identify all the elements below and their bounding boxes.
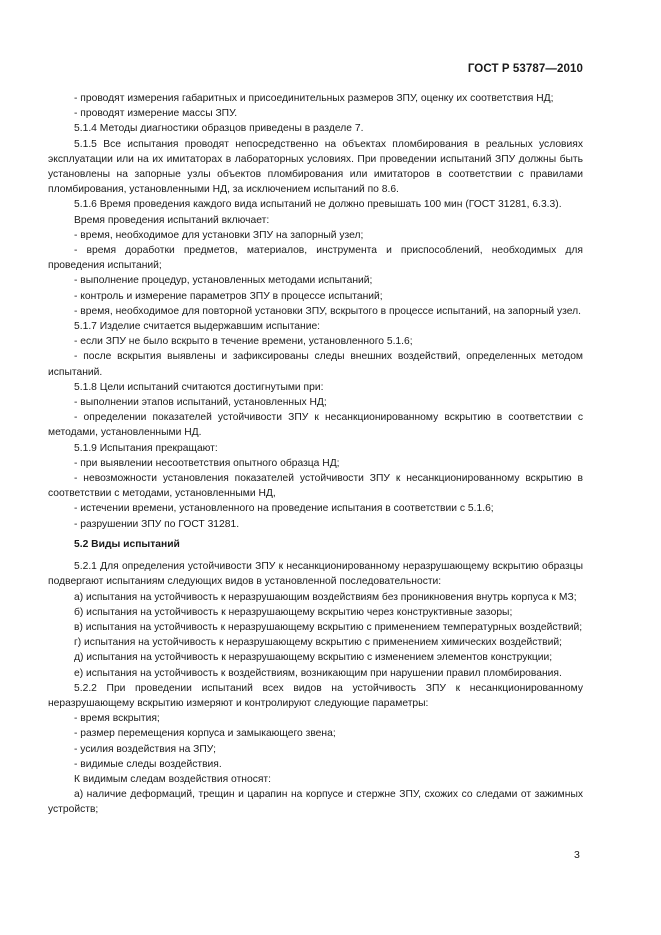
paragraph: 5.2.1 Для определения устойчивости ЗПУ к несанкционированному неразрушающему вскрытию образцы подвергают испытаниям следующих видов в установленной последовательности:	[48, 561, 583, 588]
paragraph: - время, необходимое для повторной установки ЗПУ, вскрытого в процессе испытаний, на запорный узел.	[74, 305, 581, 317]
paragraph: - проводят измерение массы ЗПУ.	[74, 108, 238, 120]
paragraph: - контроль и измерение параметров ЗПУ в процессе испытаний;	[74, 290, 383, 302]
document-header: ГОСТ Р 53787—2010	[467, 63, 583, 75]
paragraph: г) испытания на устойчивость к неразрушающему вскрытию с применением химических воздействий;	[74, 637, 562, 649]
paragraph: 5.1.8 Цели испытаний считаются достигнутыми при:	[74, 381, 324, 393]
paragraph: а) наличие деформаций, трещин и царапин на корпусе и стержне ЗПУ, схожих со следами от зажимных устройств;	[48, 789, 583, 816]
document-body	[48, 91, 583, 818]
paragraph: - выполнение процедур, установленных методами испытаний;	[74, 275, 373, 287]
page-number: 3	[574, 849, 580, 861]
paragraph: 5.2.2 При проведении испытаний всех видов на устойчивость ЗПУ к несанкционированному неразрушающему вскрытию измеряют и контролируют следующие параметры:	[48, 682, 583, 709]
paragraph: - невозможности установления показателей устойчивости ЗПУ к несанкционированному вскрытию в соответствии с методами, установленными НД,	[48, 473, 583, 500]
paragraph: - выполнении этапов испытаний, установленных НД;	[74, 397, 327, 409]
paragraph: К видимым следам воздействия относят:	[74, 773, 271, 785]
paragraph: Время проведения испытаний включает:	[74, 214, 270, 226]
paragraph: - при выявлении несоответствия опытного образца НД;	[74, 457, 340, 469]
paragraph: - если ЗПУ не было вскрыто в течение времени, установленного 5.1.6;	[74, 336, 413, 348]
paragraph: - время доработки предметов, материалов, инструмента и приспособлений, необходимых для проведения испытаний;	[48, 245, 583, 272]
paragraph: - усилия воздействия на ЗПУ;	[74, 743, 216, 755]
paragraph: 5.1.9 Испытания прекращают:	[74, 442, 218, 454]
paragraph: д) испытания на устойчивость к неразрушающему вскрытию с изменением элементов конструкции;	[74, 652, 553, 664]
paragraph: а) испытания на устойчивость к неразрушающим воздействиям без проникновения внутрь корпуса к МЗ;	[74, 591, 577, 603]
paragraph: б) испытания на устойчивость к неразрушающему вскрытию через конструктивные зазоры;	[74, 606, 513, 618]
paragraph: - время, необходимое для установки ЗПУ на запорный узел;	[74, 229, 364, 241]
paragraph: 5.1.5 Все испытания проводят непосредственно на объектах пломбирования в реальных условиях эксплуатации или на их имитаторах в лабораторных условиях. При проведении испытаний ЗПУ должны быть установлены на запорные узлы объектов пломбирования или имитаторов в соответствии с правилами пломбирования, установленными НД, за исключением испытаний по 8.6.	[48, 138, 583, 196]
paragraph: в) испытания на устойчивость к неразрушающему вскрытию с применением температурных воздействий;	[74, 621, 583, 633]
paragraph: е) испытания на устойчивость к воздействиям, возникающим при нарушении правил пломбирования.	[74, 667, 562, 679]
paragraph: - определении показателей устойчивости ЗПУ к несанкционированному вскрытию в соответствии с методами, установленными НД.	[48, 412, 583, 439]
paragraph: - время вскрытия;	[74, 713, 160, 725]
paragraph: - видимые следы воздействия.	[74, 758, 222, 770]
section-heading: 5.2 Виды испытаний	[74, 538, 180, 550]
paragraph: 5.1.4 Методы диагностики образцов приведены в разделе 7.	[74, 123, 364, 135]
paragraph: - после вскрытия выявлены и зафиксированы следы внешних воздействий, определенных методом испытаний.	[48, 351, 583, 378]
paragraph: - разрушении ЗПУ по ГОСТ 31281.	[74, 518, 240, 530]
paragraph: - проводят измерения габаритных и присоединительных размеров ЗПУ, оценку их соответствия НД;	[74, 93, 554, 104]
paragraph: 5.1.6 Время проведения каждого вида испытаний не должно превышать 100 мин (ГОСТ 31281, 6.3.3).	[74, 199, 562, 211]
paragraph: 5.1.7 Изделие считается выдержавшим испытание:	[74, 321, 321, 333]
paragraph: - истечении времени, установленного на проведение испытания в соответствии с 5.1.6;	[74, 503, 494, 515]
paragraph: - размер перемещения корпуса и замыкающего звена;	[74, 728, 336, 740]
